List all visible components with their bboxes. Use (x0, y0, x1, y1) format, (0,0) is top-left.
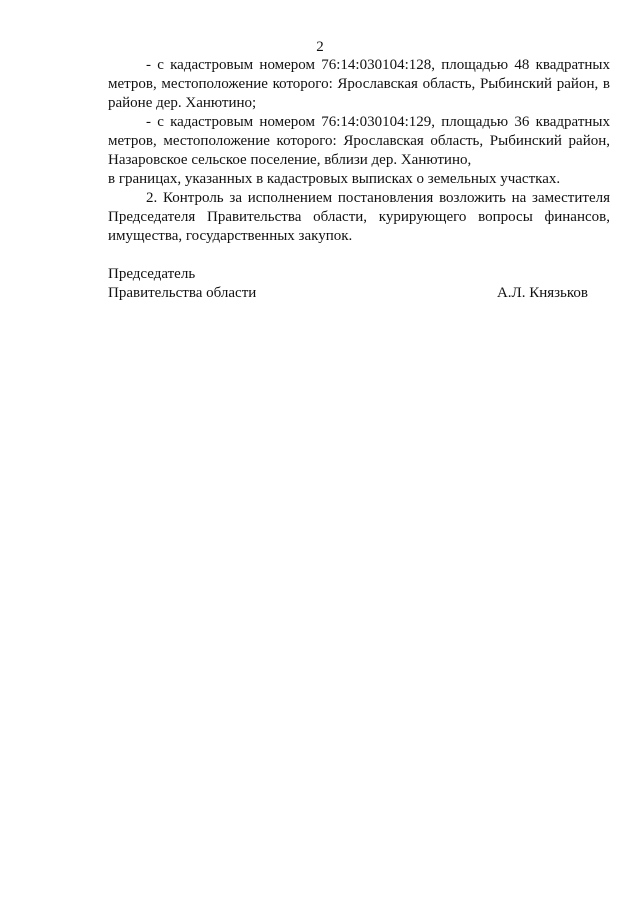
signature-row (108, 284, 610, 303)
document-body (108, 56, 610, 246)
signature-block (108, 265, 610, 303)
signatory-title-line2: Правительства области (108, 285, 257, 301)
paragraph-parcel-129: - с кадастровым номером 76:14:030104:129, площадью 36 квадратных метров, местоположение которого: Ярославская область, Рыбинский район, Назаровское сельское поселение, вблизи дер. Ханютино, (108, 114, 610, 168)
signatory-name: А.Л. Князьков (496, 285, 588, 301)
page-number: 2 (316, 39, 324, 55)
paragraph-control: 2. Контроль за исполнением постановления возложить на заместителя Председателя Правительства области, курирующего вопросы финансов, имущества, государственных закупок. (108, 190, 610, 244)
signatory-title-line1: Председатель (108, 266, 196, 282)
paragraph-parcel-128: - с кадастровым номером 76:14:030104:128, площадью 48 квадратных метров, местоположение которого: Ярославская область, Рыбинский район, в районе дер. Ханютино; (108, 57, 610, 111)
paragraph-boundaries: в границах, указанных в кадастровых выписках о земельных участках. (108, 171, 561, 187)
